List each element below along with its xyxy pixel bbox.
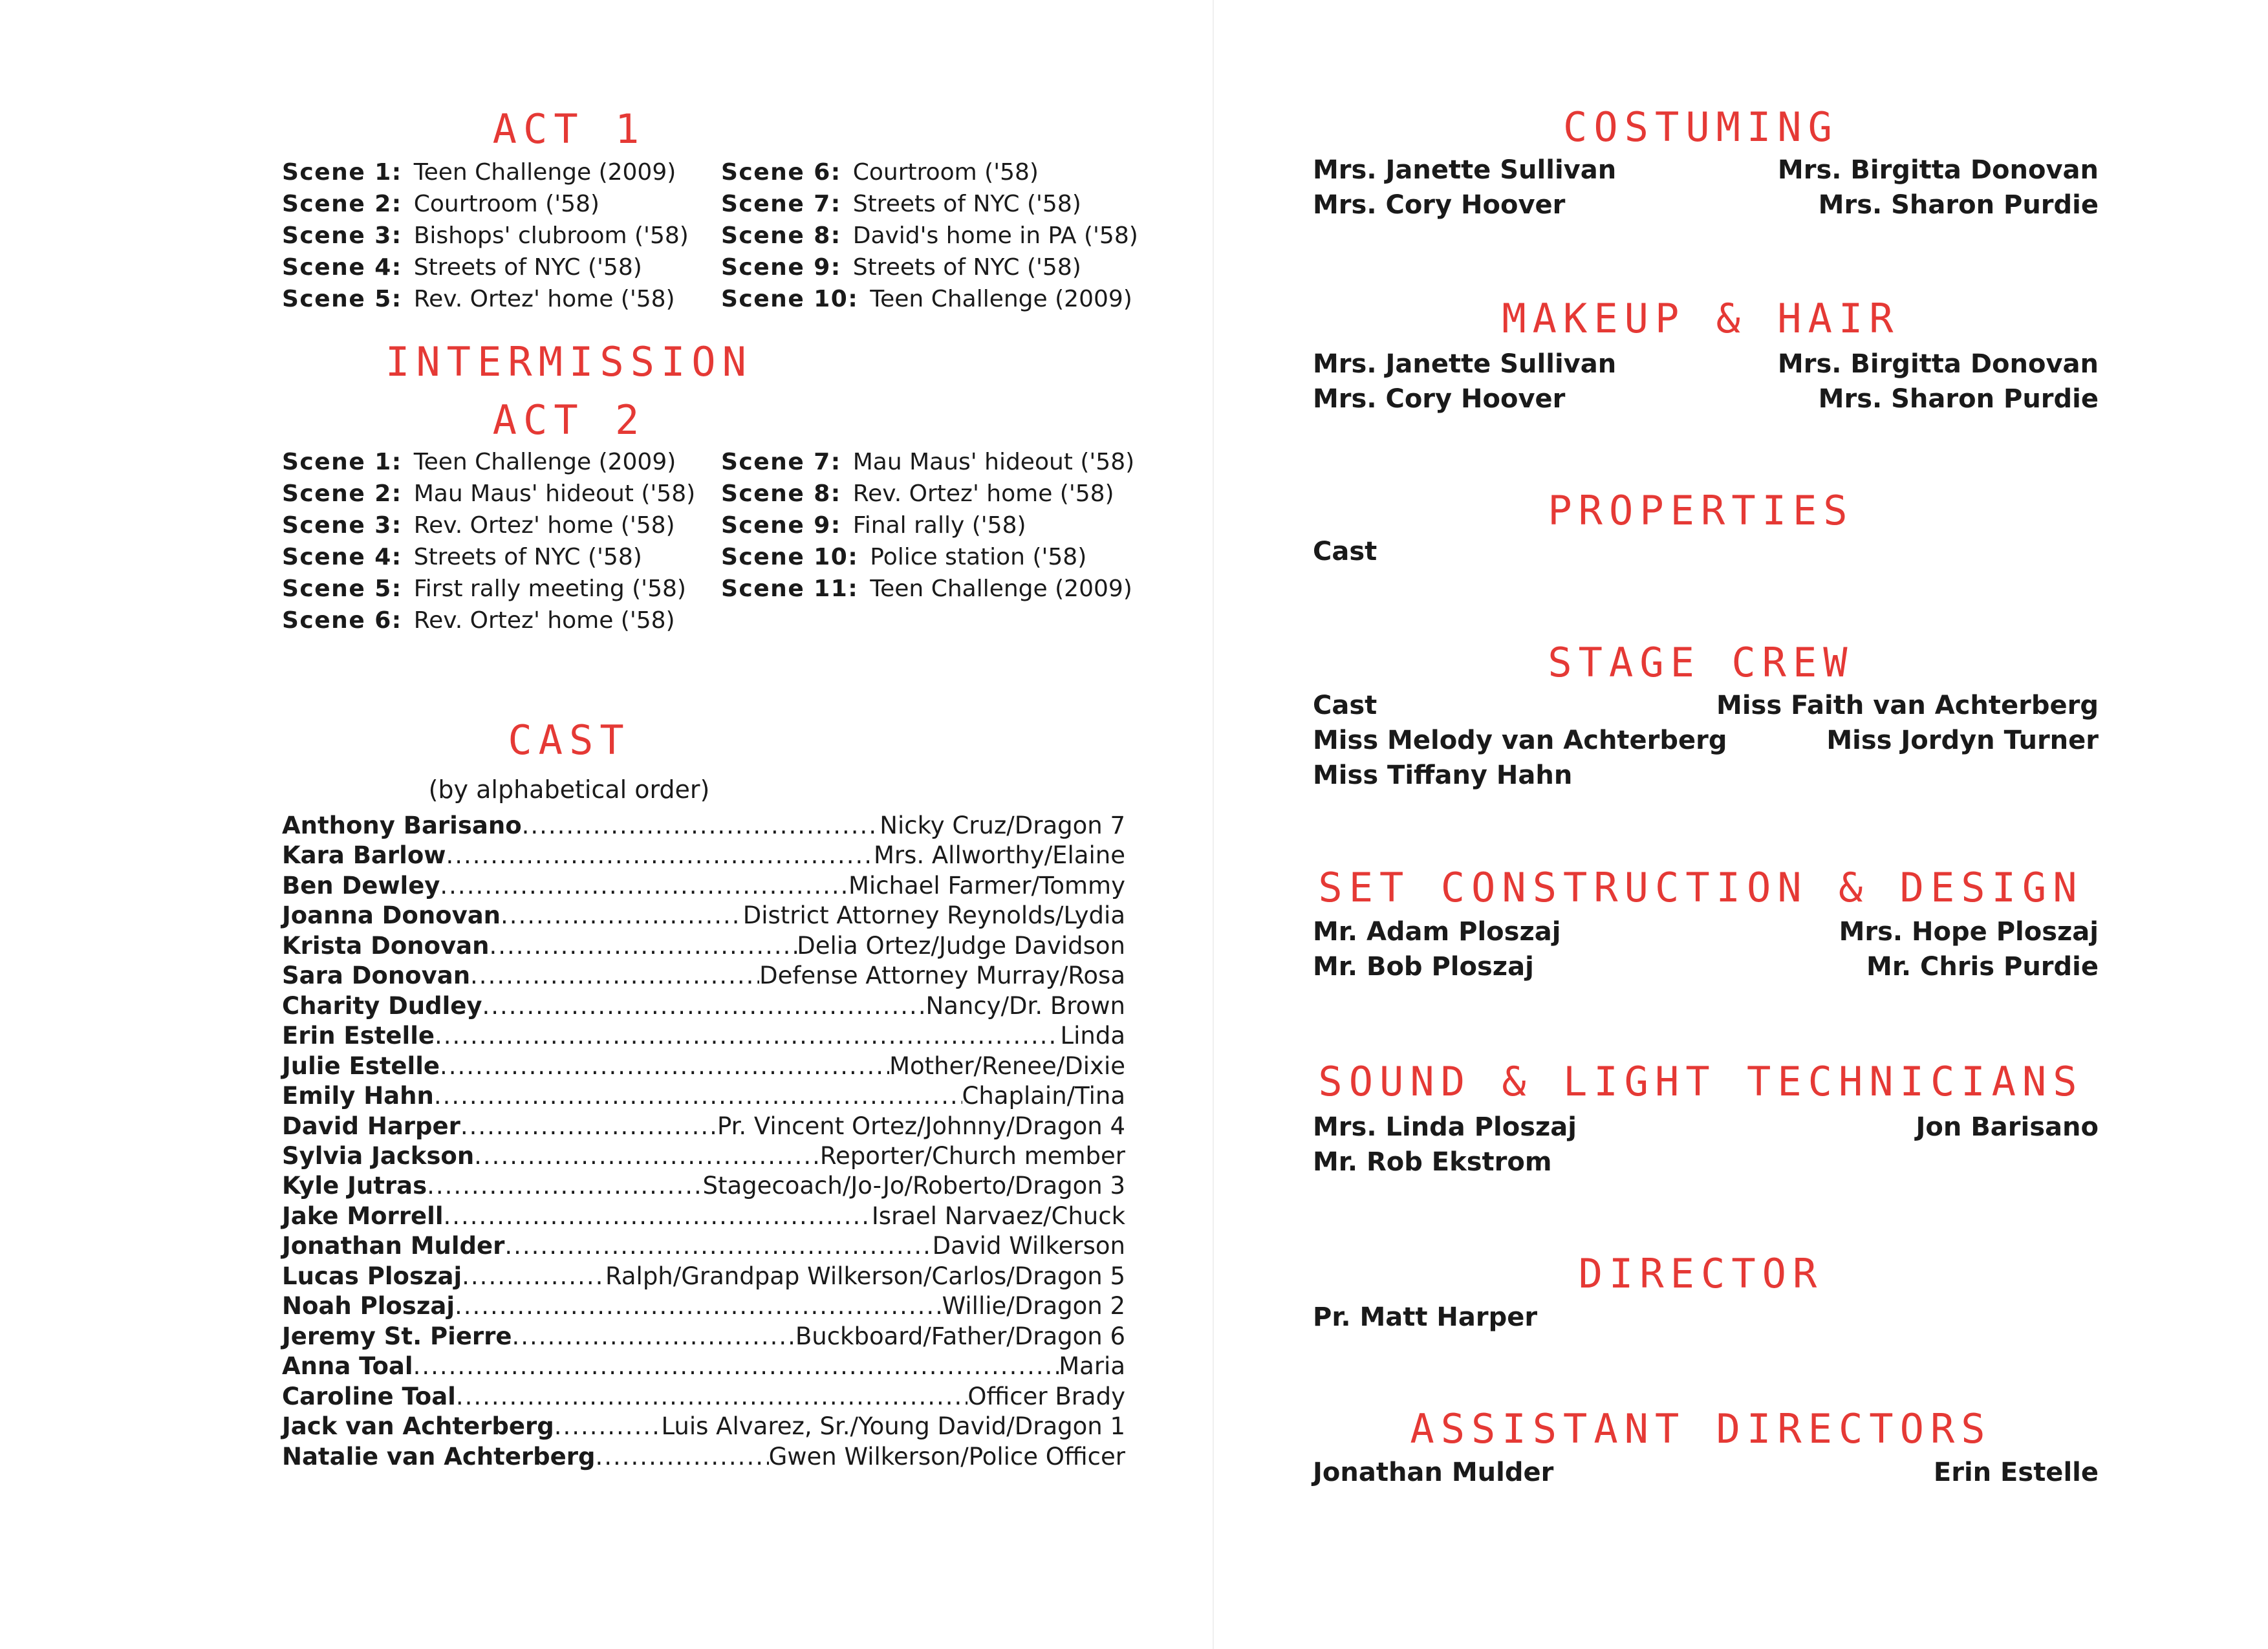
- cast-row: [282, 1081, 1125, 1111]
- credit-name: Mr. Rob Ekstrom: [1313, 1147, 1552, 1177]
- dot-leader: [554, 1412, 662, 1441]
- scene-place: Courtroom ('58): [413, 191, 599, 217]
- scene-place: Streets of NYC ('58): [852, 254, 1081, 281]
- cast-actor: Krista Donovan: [282, 931, 490, 960]
- cast-actor: Charity Dudley: [282, 991, 482, 1020]
- credit-name: Mrs. Hope Ploszaj: [1839, 917, 2099, 947]
- scene-place: Streets of NYC ('58): [413, 254, 642, 281]
- dot-leader: [456, 1382, 967, 1412]
- cast-role: Linda: [1060, 1022, 1125, 1050]
- cast-role: Willie/Dragon 2: [942, 1292, 1125, 1320]
- scene-place: Teen Challenge (2009): [413, 159, 676, 186]
- scene-row: [282, 541, 695, 573]
- cast-role: Ralph/Grandpap Wilkerson/Carlos/Dragon 5: [605, 1262, 1125, 1290]
- scene-label: Scene 9:: [721, 254, 841, 281]
- dot-leader: [446, 841, 874, 870]
- credit-name: Mrs. Cory Hoover: [1313, 384, 1566, 414]
- cast-actor: Ben Dewley: [282, 871, 440, 900]
- dot-leader: [504, 1231, 932, 1261]
- scene-place: Streets of NYC ('58): [852, 191, 1081, 217]
- cast-role: District Attorney Reynolds/Lydia: [742, 901, 1125, 930]
- credit-name: Pr. Matt Harper: [1313, 1302, 1538, 1332]
- cast-role: Chaplain/Tina: [962, 1082, 1125, 1110]
- scene-row: [282, 252, 689, 283]
- credit-name: Jonathan Mulder: [1313, 1458, 1554, 1487]
- scene-row: [721, 510, 1134, 541]
- scene-place: Courtroom ('58): [852, 159, 1039, 186]
- scene-place: Mau Maus' hideout ('58): [413, 480, 696, 507]
- credit-name: Miss Jordyn Turner: [1826, 726, 2099, 755]
- cast-row: [282, 871, 1125, 901]
- sound-light-heading: SOUND & LIGHT TECHNICIANS: [1318, 1058, 2084, 1105]
- scene-label: Scene 8:: [721, 480, 841, 507]
- scene-row: [721, 220, 1138, 252]
- dot-leader: [512, 1322, 795, 1352]
- scene-place: Final rally ('58): [852, 512, 1026, 539]
- credit-name: Mrs. Sharon Purdie: [1818, 190, 2099, 220]
- scene-row: [282, 573, 695, 605]
- cast-actor: Joanna Donovan: [282, 901, 501, 930]
- cast-actor: Jeremy St. Pierre: [282, 1322, 512, 1350]
- dot-leader: [455, 1291, 942, 1321]
- credit-name: Erin Estelle: [1933, 1458, 2099, 1487]
- scene-label: Scene 3:: [282, 512, 402, 539]
- scene-place: Streets of NYC ('58): [413, 544, 642, 570]
- scene-row: [282, 188, 689, 220]
- cast-row: [282, 1021, 1125, 1051]
- cast-row: [282, 1412, 1125, 1441]
- scene-label: Scene 5:: [282, 286, 402, 312]
- scene-row: [282, 478, 695, 510]
- cast-row: [282, 1262, 1125, 1291]
- dot-leader: [440, 871, 848, 901]
- cast-actor: Jonathan Mulder: [282, 1232, 505, 1260]
- cast-row: [282, 901, 1125, 931]
- cast-role: Gwen Wilkerson/Police Officer: [768, 1442, 1125, 1471]
- cast-row: [282, 1051, 1125, 1081]
- scene-label: Scene 1:: [282, 159, 402, 186]
- credit-name: Mrs. Cory Hoover: [1313, 190, 1566, 220]
- cast-role: Buckboard/Father/Dragon 6: [795, 1322, 1125, 1350]
- credit-name: Mr. Bob Ploszaj: [1313, 952, 1534, 982]
- page-fold: [1213, 0, 1214, 1649]
- scene-row: [282, 283, 689, 315]
- credit-name: Mr. Chris Purdie: [1866, 952, 2099, 982]
- cast-row: [282, 1322, 1125, 1352]
- credit-name: Mrs. Janette Sullivan: [1313, 349, 1617, 379]
- scene-row: [721, 252, 1138, 283]
- dot-leader: [596, 1442, 769, 1472]
- act2-scenes-col2: [721, 446, 1134, 605]
- cast-row: [282, 931, 1125, 961]
- act1-scenes-col2: [721, 156, 1138, 315]
- scene-row: [721, 541, 1134, 573]
- cast-actor: Sylvia Jackson: [282, 1141, 475, 1170]
- credit-name: Miss Tiffany Hahn: [1313, 760, 1573, 790]
- properties-heading: PROPERTIES: [1548, 487, 1854, 534]
- dot-leader: [482, 991, 926, 1021]
- cast-role: Stagecoach/Jo-Jo/Roberto/Dragon 3: [702, 1172, 1125, 1200]
- scene-row: [721, 283, 1138, 315]
- scene-place: Rev. Ortez' home ('58): [413, 607, 675, 634]
- scene-place: Teen Challenge (2009): [870, 286, 1132, 312]
- dot-leader: [501, 901, 743, 931]
- cast-row: [282, 991, 1125, 1021]
- cast-actor: Jake Morrell: [282, 1202, 444, 1230]
- dot-leader: [413, 1352, 1059, 1381]
- scene-place: Bishops' clubroom ('58): [413, 222, 689, 249]
- cast-role: Officer Brady: [967, 1382, 1125, 1410]
- scene-row: [721, 446, 1134, 478]
- scene-label: Scene 4:: [282, 254, 402, 281]
- cast-role: Michael Farmer/Tommy: [848, 871, 1125, 900]
- credit-name: Mrs. Janette Sullivan: [1313, 155, 1617, 185]
- cast-subtitle: (by alphabetical order): [428, 775, 710, 804]
- cast-role: Luis Alvarez, Sr./Young David/Dragon 1: [661, 1412, 1125, 1441]
- cast-heading: CAST: [508, 717, 631, 764]
- cast-actor: David Harper: [282, 1112, 460, 1140]
- cast-actor: Kara Barlow: [282, 841, 446, 870]
- credit-name: Mrs. Linda Ploszaj: [1313, 1112, 1577, 1142]
- credit-name: Cast: [1313, 691, 1377, 720]
- scene-label: Scene 3:: [282, 222, 402, 249]
- act1-scenes-col1: [282, 156, 689, 315]
- scene-place: Teen Challenge (2009): [413, 449, 676, 475]
- cast-row: [282, 1291, 1125, 1321]
- cast-role: Israel Narvaez/Chuck: [871, 1202, 1125, 1230]
- scene-row: [282, 156, 689, 188]
- scene-label: Scene 11:: [721, 576, 859, 602]
- dot-leader: [470, 961, 759, 991]
- cast-actor: Kyle Jutras: [282, 1172, 427, 1200]
- scene-label: Scene 6:: [282, 607, 402, 634]
- credit-name: Mrs. Birgitta Donovan: [1777, 155, 2099, 185]
- cast-actor: Noah Ploszaj: [282, 1292, 455, 1320]
- cast-row: [282, 961, 1125, 991]
- dot-leader: [444, 1202, 872, 1231]
- intermission-heading: INTERMISSION: [385, 338, 753, 385]
- scene-place: David's home in PA ('58): [852, 222, 1138, 249]
- cast-row: [282, 841, 1125, 870]
- cast-role: Delia Ortez/Judge Davidson: [797, 931, 1125, 960]
- cast-role: Mother/Renee/Dixie: [889, 1051, 1125, 1080]
- credit-name: Miss Melody van Achterberg: [1313, 726, 1727, 755]
- cast-row: [282, 1171, 1125, 1201]
- act1-heading: ACT 1: [492, 105, 646, 153]
- cast-role: Nancy/Dr. Brown: [925, 991, 1125, 1020]
- scene-label: Scene 1:: [282, 449, 402, 475]
- cast-row: [282, 811, 1125, 841]
- cast-actor: Anna Toal: [282, 1352, 413, 1381]
- right-page: [1229, 0, 2268, 1649]
- scene-label: Scene 2:: [282, 191, 402, 217]
- scene-place: Mau Maus' hideout ('58): [852, 449, 1135, 475]
- act2-scenes-col1: [282, 446, 695, 636]
- cast-actor: Caroline Toal: [282, 1382, 456, 1410]
- scene-row: [721, 573, 1134, 605]
- credit-name: Mrs. Birgitta Donovan: [1777, 349, 2099, 379]
- dot-leader: [460, 1112, 717, 1141]
- scene-label: Scene 7:: [721, 449, 841, 475]
- dot-leader: [462, 1262, 605, 1291]
- credit-name: Mr. Adam Ploszaj: [1313, 917, 1561, 947]
- cast-row: [282, 1112, 1125, 1141]
- scene-row: [721, 478, 1134, 510]
- cast-row: [282, 1202, 1125, 1231]
- scene-row: [282, 220, 689, 252]
- dot-leader: [474, 1141, 820, 1171]
- scene-label: Scene 8:: [721, 222, 841, 249]
- cast-row: [282, 1442, 1125, 1472]
- dot-leader: [440, 1051, 889, 1081]
- credit-name: Cast: [1313, 537, 1377, 566]
- scene-place: Rev. Ortez' home ('58): [413, 512, 675, 539]
- scene-label: Scene 4:: [282, 544, 402, 570]
- credit-name: Jon Barisano: [1916, 1112, 2099, 1142]
- stage-crew-heading: STAGE CREW: [1548, 639, 1854, 686]
- scene-label: Scene 10:: [721, 286, 859, 312]
- makeup-heading: MAKEUP & HAIR: [1502, 295, 1900, 342]
- scene-place: Police station ('58): [870, 544, 1087, 570]
- dot-leader: [427, 1171, 702, 1201]
- cast-role: Maria: [1059, 1352, 1125, 1381]
- cast-role: David Wilkerson: [932, 1232, 1125, 1260]
- scene-place: Rev. Ortez' home ('58): [852, 480, 1114, 507]
- cast-row: [282, 1141, 1125, 1171]
- scene-label: Scene 6:: [721, 159, 841, 186]
- cast-role: Nicky Cruz/Dragon 7: [880, 812, 1125, 839]
- scene-row: [282, 510, 695, 541]
- cast-role: Mrs. Allworthy/Elaine: [873, 841, 1125, 870]
- set-construction-heading: SET CONSTRUCTION & DESIGN: [1318, 864, 2084, 911]
- dot-leader: [489, 931, 797, 961]
- scene-label: Scene 10:: [721, 544, 859, 570]
- dot-leader: [434, 1081, 962, 1111]
- scene-row: [721, 188, 1138, 220]
- dot-leader: [435, 1021, 1061, 1051]
- scene-row: [282, 605, 695, 636]
- cast-row: [282, 1231, 1125, 1261]
- credit-name: Miss Faith van Achterberg: [1716, 691, 2099, 720]
- dot-leader: [522, 811, 880, 841]
- cast-actor: Anthony Barisano: [282, 812, 522, 839]
- scene-label: Scene 5:: [282, 576, 402, 602]
- act2-heading: ACT 2: [492, 396, 646, 444]
- director-heading: DIRECTOR: [1578, 1250, 1824, 1297]
- cast-actor: Julie Estelle: [282, 1051, 440, 1080]
- cast-actor: Erin Estelle: [282, 1022, 435, 1050]
- cast-actor: Jack van Achterberg: [282, 1412, 554, 1441]
- cast-role: Defense Attorney Murray/Rosa: [759, 962, 1125, 990]
- cast-row: [282, 1352, 1125, 1381]
- cast-row: [282, 1382, 1125, 1412]
- costuming-heading: COSTUMING: [1563, 103, 1839, 151]
- scene-label: Scene 7:: [721, 191, 841, 217]
- cast-role: Reporter/Church member: [819, 1141, 1125, 1170]
- credit-name: Mrs. Sharon Purdie: [1818, 384, 2099, 414]
- cast-actor: Lucas Ploszaj: [282, 1262, 462, 1290]
- cast-actor: Natalie van Achterberg: [282, 1442, 596, 1471]
- scene-place: Rev. Ortez' home ('58): [413, 286, 675, 312]
- scene-row: [721, 156, 1138, 188]
- cast-actor: Sara Donovan: [282, 962, 471, 990]
- cast-actor: Emily Hahn: [282, 1082, 434, 1110]
- cast-role: Pr. Vincent Ortez/Johnny/Dragon 4: [717, 1112, 1125, 1140]
- cast-list: [282, 811, 1125, 1472]
- scene-row: [282, 446, 695, 478]
- scene-label: Scene 2:: [282, 480, 402, 507]
- assistant-directors-heading: ASSISTANT DIRECTORS: [1410, 1405, 1992, 1452]
- scene-place: First rally meeting ('58): [413, 576, 686, 602]
- scene-place: Teen Challenge (2009): [870, 576, 1132, 602]
- scene-label: Scene 9:: [721, 512, 841, 539]
